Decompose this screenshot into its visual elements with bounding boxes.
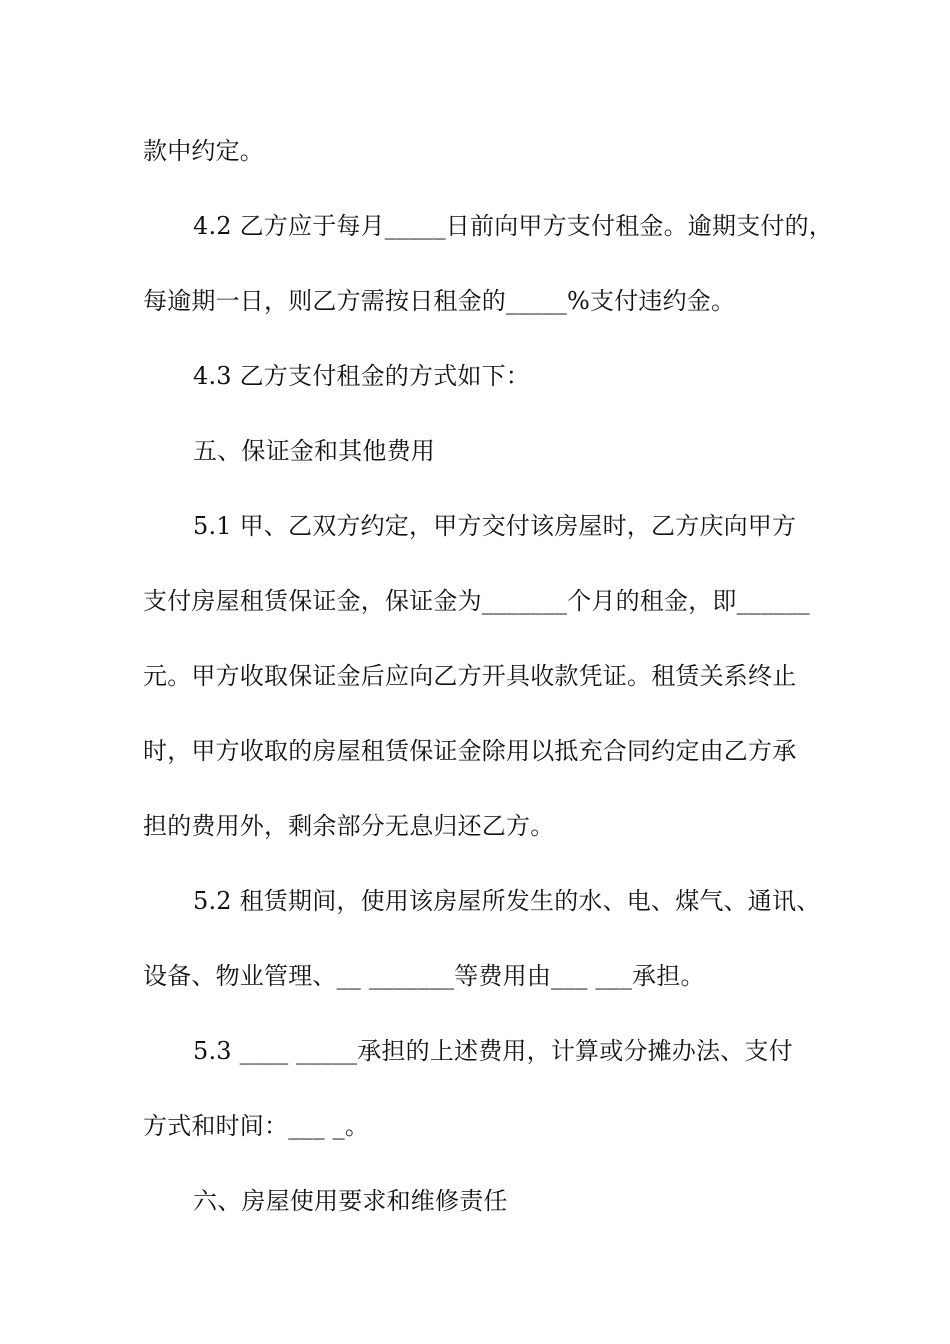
text-line: 方式和时间：___ _。 <box>143 1112 370 1140</box>
clause-5-2: 5.2 租赁期间，使用该房屋所发生的水、电、煤气、通讯、 <box>193 887 821 915</box>
text-line: 设备、物业管理、__ _______等费用由___ ___承担。 <box>143 962 705 990</box>
text-line: 元。甲方收取保证金后应向乙方开具收款凭证。租赁关系终止 <box>143 662 797 690</box>
clause-4-2: 4.2 乙方应于每月_____日前向甲方支付租金。逾期支付的， <box>193 212 833 240</box>
clause-5-3: 5.3 ____ _____承担的上述费用，计算或分摊办法、支付 <box>193 1037 793 1065</box>
text-line: 担的费用外，剩余部分无息归还乙方。 <box>143 812 555 840</box>
text-line: 时，甲方收取的房屋租赁保证金除用以抵充合同约定由乙方承 <box>143 737 797 765</box>
section-heading-5: 五、保证金和其他费用 <box>193 437 435 465</box>
text-line: 每逾期一日，则乙方需按日租金的_____%支付违约金。 <box>143 287 736 315</box>
text-line: 款中约定。 <box>143 137 264 165</box>
section-heading-6: 六、房屋使用要求和维修责任 <box>193 1187 508 1215</box>
text-line: 支付房屋租赁保证金，保证金为_______个月的租金，即______ <box>143 587 810 615</box>
clause-4-3: 4.3 乙方支付租金的方式如下： <box>193 362 530 390</box>
clause-5-1: 5.1 甲、乙双方约定，甲方交付该房屋时，乙方庆向甲方 <box>193 512 797 540</box>
